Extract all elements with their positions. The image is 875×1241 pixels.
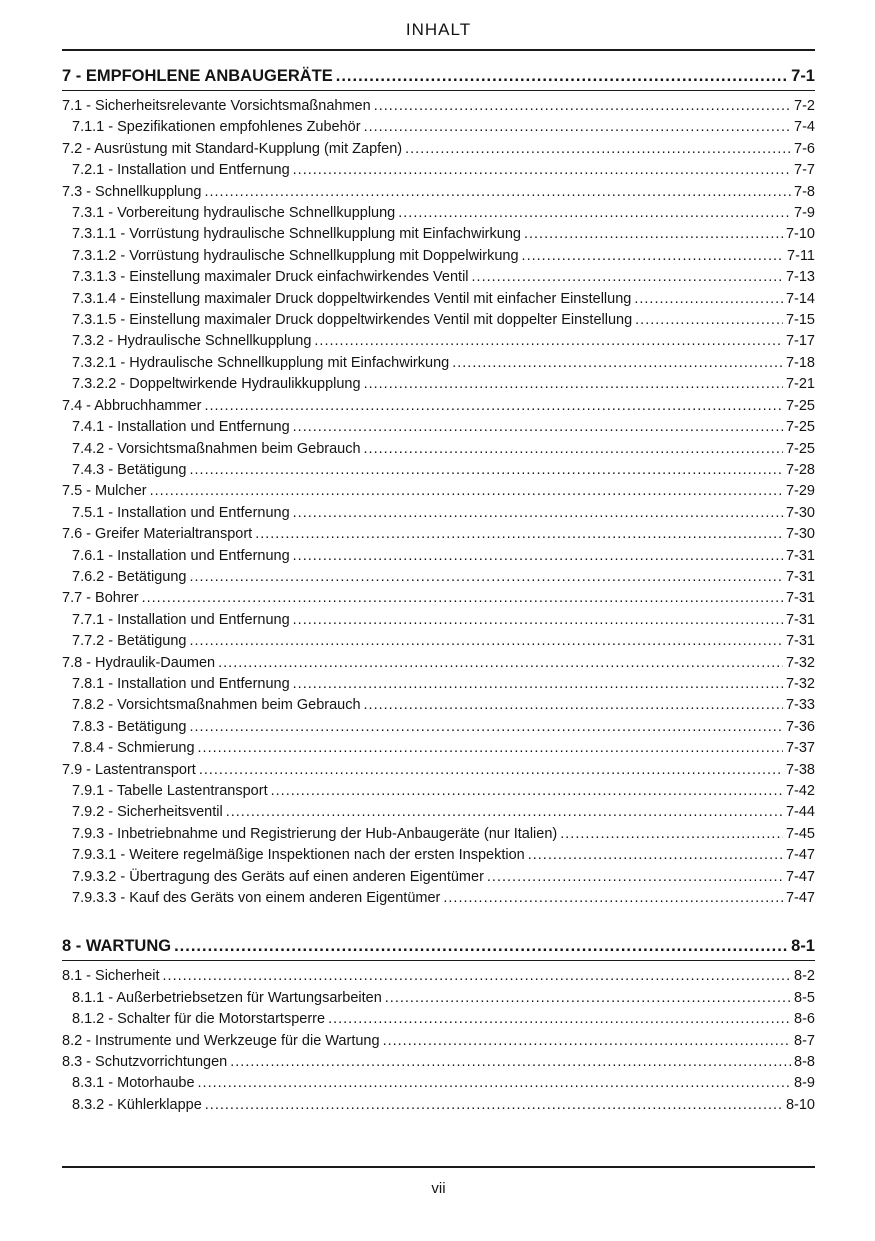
section-page-number: 7-1 bbox=[791, 67, 815, 85]
toc-entry bbox=[62, 439, 815, 460]
entry-page-number: 7-31 bbox=[785, 611, 815, 628]
dot-leader bbox=[364, 439, 783, 460]
dot-leader bbox=[524, 224, 783, 245]
dot-leader bbox=[634, 289, 783, 310]
entry-title: 7.4.2 - Vorsichtsmaßnahmen beim Gebrauch bbox=[72, 440, 361, 457]
entry-title: 7.4 - Abbruchhammer bbox=[62, 397, 202, 414]
toc-entry bbox=[62, 139, 815, 160]
toc-entry bbox=[62, 610, 815, 631]
entry-page-number: 7-25 bbox=[785, 419, 815, 436]
entry-page-number: 7-33 bbox=[785, 697, 815, 714]
toc-entry bbox=[62, 966, 815, 987]
toc-entry bbox=[62, 845, 815, 866]
dot-leader bbox=[150, 481, 783, 502]
entry-title: 7.1 - Sicherheitsrelevante Vorsichtsmaßnahmen bbox=[62, 98, 371, 114]
toc-entry bbox=[62, 1031, 815, 1052]
entry-title: 7.7.2 - Betätigung bbox=[72, 633, 187, 650]
dot-leader bbox=[255, 524, 783, 545]
dot-leader bbox=[226, 802, 783, 823]
entry-page-number: 7-11 bbox=[787, 247, 815, 264]
section-heading bbox=[62, 64, 815, 90]
entry-page-number: 8-2 bbox=[794, 968, 815, 985]
entry-page-number: 7-31 bbox=[785, 633, 815, 650]
entry-title: 8.3 - Schutzvorrichtungen bbox=[62, 1054, 228, 1071]
entry-page-number: 7-47 bbox=[785, 890, 815, 907]
entry-page-number: 7-9 bbox=[794, 205, 815, 222]
entry-title: 7.2 - Ausrüstung mit Standard-Kupplung (mit Zapfen) bbox=[62, 140, 403, 157]
toc-entry bbox=[62, 246, 815, 267]
dot-leader bbox=[293, 160, 791, 181]
dot-leader bbox=[635, 310, 783, 331]
toc-list bbox=[62, 64, 815, 1116]
toc-entry bbox=[62, 203, 815, 224]
entry-page-number: 7-7 bbox=[794, 162, 815, 179]
entry-page-number: 7-21 bbox=[785, 376, 815, 393]
entry-title: 7.3.1.4 - Einstellung maximaler Druck doppeltwirkendes Ventil mit einfacher Einstellung bbox=[72, 290, 632, 307]
dot-leader bbox=[336, 64, 788, 88]
dot-leader bbox=[328, 1009, 791, 1030]
entry-page-number: 8-7 bbox=[794, 1032, 815, 1049]
dot-leader bbox=[293, 546, 783, 567]
dot-leader bbox=[443, 888, 783, 909]
entry-page-number: 7-29 bbox=[785, 483, 815, 500]
toc-entry bbox=[62, 353, 815, 374]
footer-page-number: vii bbox=[431, 1180, 446, 1197]
toc-entry bbox=[62, 588, 815, 609]
entry-title: 7.9.1 - Tabelle Lastentransport bbox=[72, 783, 268, 799]
toc-entry bbox=[62, 1073, 815, 1094]
dot-leader bbox=[163, 966, 792, 987]
entry-title: 7.6.1 - Installation und Entfernung bbox=[72, 547, 290, 564]
entry-title: 8.1.2 - Schalter für die Motorstartsperre bbox=[72, 1011, 326, 1028]
entry-title: 7.3.1 - Vorbereitung hydraulische Schnellkupplung bbox=[72, 205, 396, 222]
entry-title: 7.9.2 - Sicherheitsventil bbox=[72, 804, 223, 821]
toc-entry bbox=[62, 988, 815, 1009]
entry-title: 7.2.1 - Installation und Entfernung bbox=[72, 162, 290, 179]
toc-entry bbox=[62, 310, 815, 331]
toc-entry bbox=[62, 331, 815, 352]
dot-leader bbox=[293, 674, 783, 695]
entry-title: 7.8.2 - Vorsichtsmaßnahmen beim Gebrauch bbox=[72, 697, 361, 714]
dot-leader bbox=[364, 695, 783, 716]
entry-page-number: 7-28 bbox=[785, 461, 815, 478]
entry-title: 7.9.3 - Inbetriebnahme und Registrierung der Hub-Anbaugeräte (nur Italien) bbox=[72, 825, 558, 842]
toc-entry bbox=[62, 524, 815, 545]
section-heading-rule bbox=[62, 960, 815, 961]
entry-title: 8.2 - Instrumente und Werkzeuge für die Wartung bbox=[62, 1032, 380, 1049]
entry-page-number: 7-44 bbox=[785, 804, 815, 821]
dot-leader bbox=[204, 182, 791, 203]
toc-entry bbox=[62, 546, 815, 567]
entry-title: 7.3 - Schnellkupplung bbox=[62, 183, 202, 200]
dot-leader bbox=[218, 653, 783, 674]
dot-leader bbox=[487, 867, 783, 888]
dot-leader bbox=[174, 934, 788, 958]
toc-entry bbox=[62, 267, 815, 288]
entry-title: 7.5 - Mulcher bbox=[62, 483, 147, 500]
dot-leader bbox=[230, 1052, 791, 1073]
toc-entry bbox=[62, 631, 815, 652]
entry-page-number: 7-32 bbox=[785, 654, 815, 671]
toc-entry bbox=[62, 781, 815, 802]
entry-page-number: 8-6 bbox=[794, 1011, 815, 1028]
entry-page-number: 7-31 bbox=[785, 590, 815, 607]
page-header bbox=[62, 14, 815, 49]
entry-page-number: 7-42 bbox=[785, 783, 815, 799]
dot-leader bbox=[528, 845, 783, 866]
toc-entry bbox=[62, 674, 815, 695]
toc-section bbox=[62, 64, 815, 909]
entry-page-number: 7-37 bbox=[785, 740, 815, 757]
section-title: 7 - EMPFOHLENE ANBAUGERÄTE bbox=[62, 67, 333, 85]
entry-page-number: 7-25 bbox=[785, 397, 815, 414]
toc-entry bbox=[62, 160, 815, 181]
toc-entry bbox=[62, 289, 815, 310]
entry-page-number: 7-4 bbox=[794, 119, 815, 136]
toc-entry bbox=[62, 824, 815, 845]
dot-leader bbox=[522, 246, 785, 267]
toc-entry bbox=[62, 653, 815, 674]
dot-leader bbox=[293, 610, 783, 631]
toc-entry bbox=[62, 96, 815, 117]
entry-title: 7.4.3 - Betätigung bbox=[72, 461, 187, 478]
toc-section bbox=[62, 934, 815, 1116]
entry-title: 7.8.4 - Schmierung bbox=[72, 740, 195, 757]
footer-rule bbox=[62, 1166, 815, 1168]
entry-page-number: 7-47 bbox=[785, 868, 815, 885]
dot-leader bbox=[560, 824, 783, 845]
entry-page-number: 7-31 bbox=[785, 547, 815, 564]
toc-entry bbox=[62, 460, 815, 481]
toc-entry bbox=[62, 182, 815, 203]
entry-page-number: 8-10 bbox=[785, 1096, 815, 1113]
entry-page-number: 7-36 bbox=[785, 718, 815, 735]
entry-page-number: 7-6 bbox=[794, 140, 815, 157]
entry-title: 7.5.1 - Installation und Entfernung bbox=[72, 504, 290, 521]
dot-leader bbox=[405, 139, 791, 160]
entry-title: 7.9.3.1 - Weitere regelmäßige Inspektionen nach der ersten Inspektion bbox=[72, 847, 525, 864]
dot-leader bbox=[383, 1031, 791, 1052]
dot-leader bbox=[472, 267, 783, 288]
toc-entry bbox=[62, 224, 815, 245]
entry-title: 7.3.1.1 - Vorrüstung hydraulische Schnellkupplung mit Einfachwirkung bbox=[72, 226, 521, 243]
toc-entry bbox=[62, 888, 815, 909]
dot-leader bbox=[385, 988, 791, 1009]
entry-page-number: 7-8 bbox=[794, 183, 815, 200]
dot-leader bbox=[314, 331, 783, 352]
dot-leader bbox=[198, 1073, 792, 1094]
dot-leader bbox=[189, 567, 782, 588]
section-heading-rule bbox=[62, 90, 815, 91]
entry-title: 7.1.1 - Spezifikationen empfohlenes Zubehör bbox=[72, 119, 361, 136]
entry-title: 8.1.1 - Außerbetriebsetzen für Wartungsarbeiten bbox=[72, 989, 382, 1006]
section-title: 8 - WARTUNG bbox=[62, 937, 172, 956]
dot-leader bbox=[199, 760, 783, 781]
toc-entry bbox=[62, 760, 815, 781]
entry-title: 7.9.3.3 - Kauf des Geräts von einem anderen Eigentümer bbox=[72, 890, 441, 907]
dot-leader bbox=[189, 717, 782, 738]
toc-entry bbox=[62, 1009, 815, 1030]
entry-page-number: 7-38 bbox=[785, 761, 815, 778]
entry-title: 7.3.1.5 - Einstellung maximaler Druck doppeltwirkendes Ventil mit doppelter Einstellung bbox=[72, 312, 633, 329]
entry-title: 8.3.1 - Motorhaube bbox=[72, 1075, 195, 1092]
dot-leader bbox=[398, 203, 791, 224]
entry-title: 8.3.2 - Kühlerklappe bbox=[72, 1096, 202, 1113]
toc-entry bbox=[62, 738, 815, 759]
toc-entry bbox=[62, 417, 815, 438]
toc-entry bbox=[62, 567, 815, 588]
dot-leader bbox=[198, 738, 783, 759]
entry-title: 7.3.1.2 - Vorrüstung hydraulische Schnellkupplung mit Doppelwirkung bbox=[72, 247, 519, 264]
page-title: INHALT bbox=[405, 20, 472, 39]
entry-page-number: 7-14 bbox=[785, 290, 815, 307]
toc-entry bbox=[62, 1095, 815, 1116]
entry-page-number: 7-30 bbox=[785, 526, 815, 543]
toc-entry bbox=[62, 374, 815, 395]
page-footer bbox=[62, 1166, 815, 1197]
entry-title: 7.3.2 - Hydraulische Schnellkupplung bbox=[72, 333, 312, 350]
entry-page-number: 7-25 bbox=[785, 440, 815, 457]
toc-entry bbox=[62, 117, 815, 138]
entry-title: 7.7.1 - Installation und Entfernung bbox=[72, 611, 290, 628]
entry-title: 7.4.1 - Installation und Entfernung bbox=[72, 419, 290, 436]
dot-leader bbox=[205, 1095, 783, 1116]
header-rule bbox=[62, 49, 815, 51]
dot-leader bbox=[364, 374, 783, 395]
entry-title: 7.9 - Lastentransport bbox=[62, 761, 196, 778]
section-page-number: 8-1 bbox=[791, 937, 815, 956]
toc-entry bbox=[62, 867, 815, 888]
entry-title: 7.6.2 - Betätigung bbox=[72, 568, 187, 585]
entry-title: 8.1 - Sicherheit bbox=[62, 968, 160, 985]
entry-page-number: 7-47 bbox=[785, 847, 815, 864]
dot-leader bbox=[271, 781, 783, 802]
dot-leader bbox=[189, 631, 782, 652]
entry-title: 7.7 - Bohrer bbox=[62, 590, 139, 607]
toc-entry bbox=[62, 802, 815, 823]
dot-leader bbox=[293, 417, 783, 438]
entry-page-number: 7-45 bbox=[785, 825, 815, 842]
dot-leader bbox=[293, 503, 783, 524]
toc-entry bbox=[62, 717, 815, 738]
entry-title: 7.3.2.2 - Doppeltwirkende Hydraulikkupplung bbox=[72, 376, 361, 393]
toc-entry bbox=[62, 481, 815, 502]
dot-leader bbox=[364, 117, 791, 138]
entry-page-number: 7-32 bbox=[785, 675, 815, 692]
entry-title: 7.6 - Greifer Materialtransport bbox=[62, 526, 253, 543]
entry-page-number: 7-2 bbox=[794, 98, 815, 114]
dot-leader bbox=[452, 353, 783, 374]
entry-page-number: 7-13 bbox=[785, 269, 815, 286]
entry-page-number: 7-10 bbox=[785, 226, 815, 243]
toc-entry bbox=[62, 503, 815, 524]
entry-title: 7.8 - Hydraulik-Daumen bbox=[62, 654, 216, 671]
entry-title: 7.8.1 - Installation und Entfernung bbox=[72, 675, 290, 692]
toc-entry bbox=[62, 396, 815, 417]
entry-page-number: 7-31 bbox=[785, 568, 815, 585]
entry-title: 7.3.1.3 - Einstellung maximaler Druck einfachwirkendes Ventil bbox=[72, 269, 469, 286]
section-heading bbox=[62, 934, 815, 960]
dot-leader bbox=[189, 460, 782, 481]
entry-page-number: 7-15 bbox=[785, 312, 815, 329]
entry-page-number: 7-17 bbox=[785, 333, 815, 350]
dot-leader bbox=[142, 588, 783, 609]
entry-page-number: 7-18 bbox=[785, 354, 815, 371]
entry-page-number: 8-9 bbox=[794, 1075, 815, 1092]
entry-title: 7.3.2.1 - Hydraulische Schnellkupplung mit Einfachwirkung bbox=[72, 354, 450, 371]
entry-page-number: 7-30 bbox=[785, 504, 815, 521]
entry-page-number: 8-5 bbox=[794, 989, 815, 1006]
dot-leader bbox=[204, 396, 783, 417]
toc-entry bbox=[62, 695, 815, 716]
entry-title: 7.9.3.2 - Übertragung des Geräts auf einen anderen Eigentümer bbox=[72, 868, 484, 885]
entry-page-number: 8-8 bbox=[794, 1054, 815, 1071]
dot-leader bbox=[374, 96, 791, 117]
entry-title: 7.8.3 - Betätigung bbox=[72, 718, 187, 735]
toc-entry bbox=[62, 1052, 815, 1073]
